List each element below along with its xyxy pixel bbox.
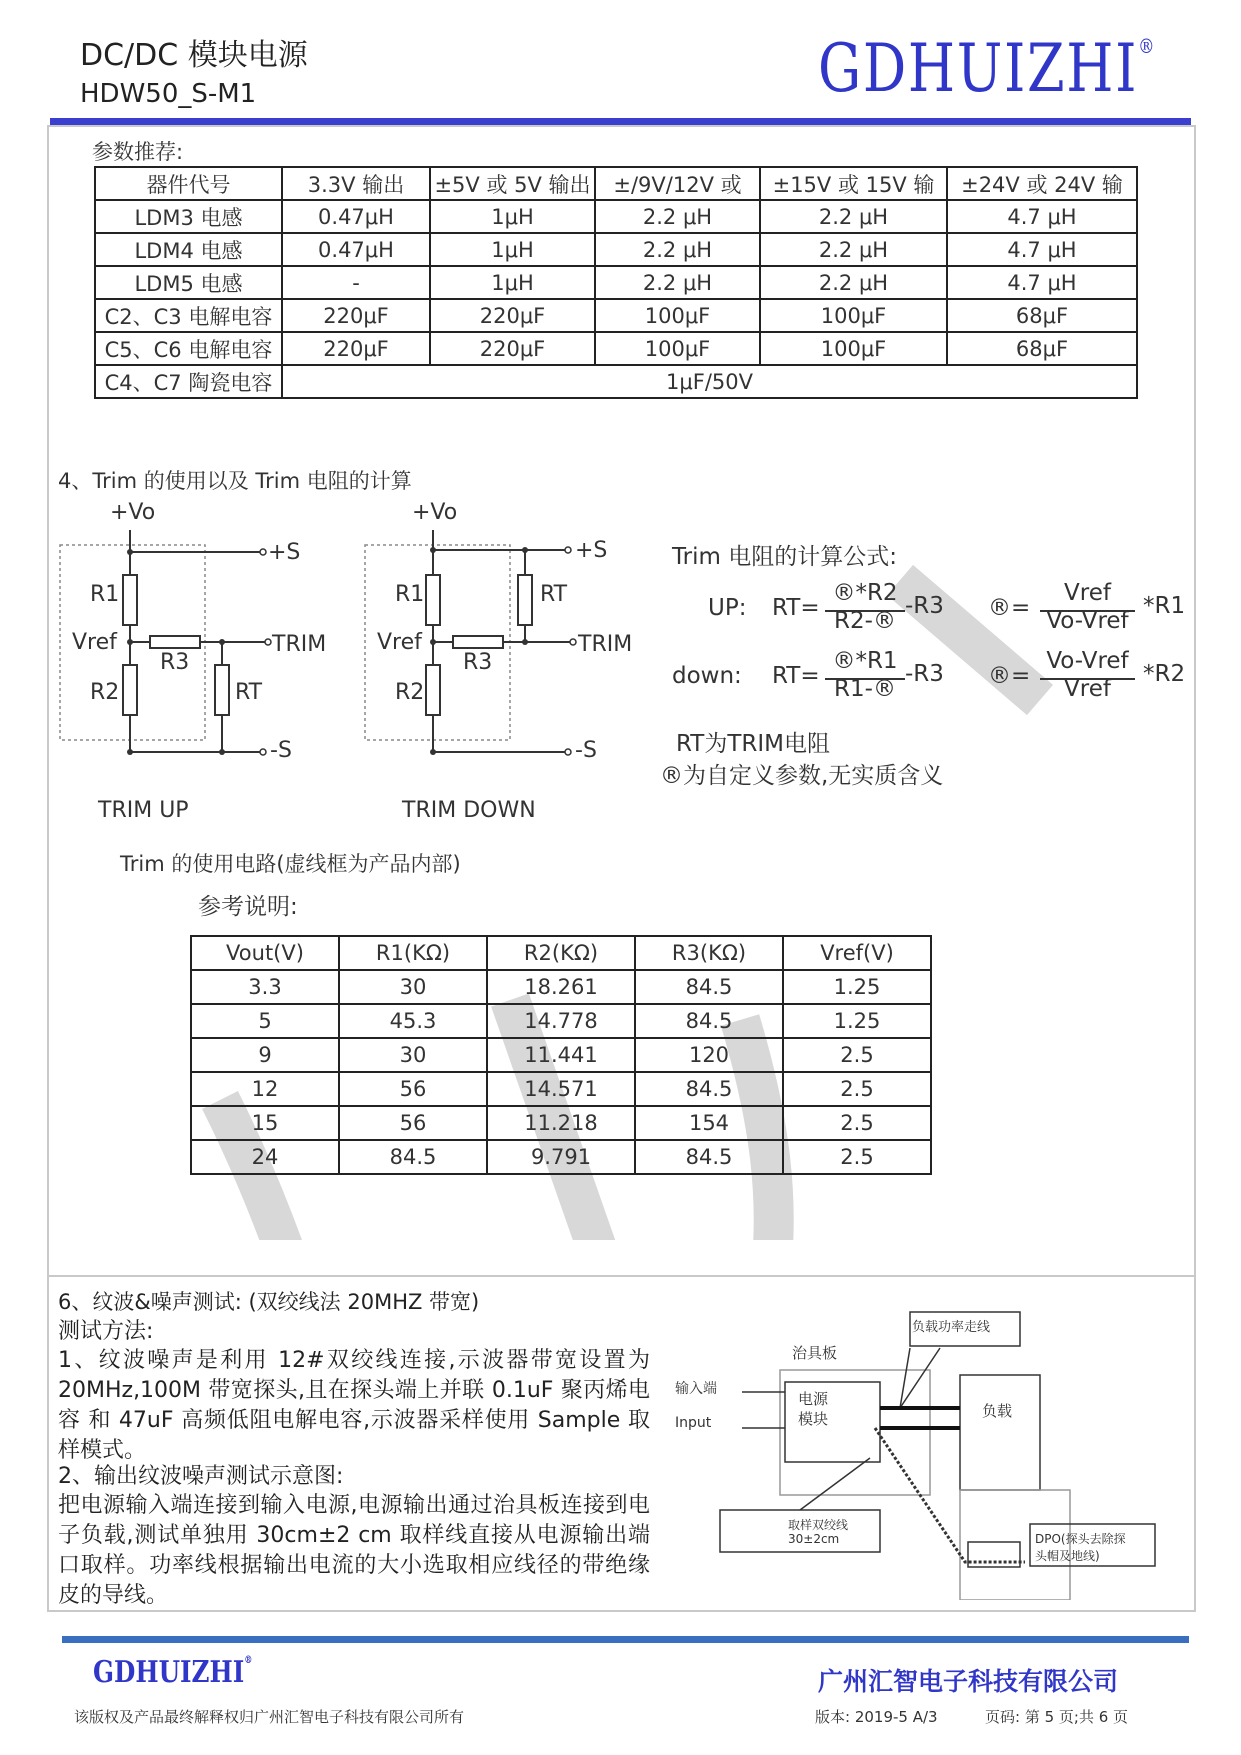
formula-up-rt-eq: RT=: [772, 595, 820, 621]
reference-header-cell: R3(KΩ): [635, 936, 783, 970]
section-divider: [47, 1275, 1196, 1277]
footer-page-number: 页码: 第 5 页;共 6 页: [985, 1708, 1129, 1726]
down-s-plus-label: +S: [575, 538, 608, 563]
table-cell: C4、C7 陶瓷电容: [95, 365, 282, 398]
table-cell: 220μF: [430, 332, 595, 365]
table-cell: 18.261: [487, 970, 635, 1004]
table-cell: 2.2 μH: [760, 233, 947, 266]
down-vref-label: Vref: [377, 630, 422, 655]
table-row: [95, 299, 1137, 332]
table-cell: 12: [191, 1072, 339, 1106]
table-cell: 68μF: [947, 299, 1137, 332]
table-cell: 68μF: [947, 332, 1137, 365]
table-cell: LDM4 电感: [95, 233, 282, 266]
table-cell: 84.5: [339, 1140, 487, 1174]
diagram-twisted-label-2: 30±2cm: [788, 1532, 840, 1546]
formula-down-minus-r3: -R3: [905, 661, 944, 687]
formula-up-numerator: ®*R2: [832, 580, 898, 606]
table-row: [95, 365, 1137, 398]
down-trim-label: TRIM: [578, 632, 633, 657]
brand-name: GDHUIZHI: [818, 30, 1139, 107]
circuit-caption: Trim 的使用电路(虚线框为产品内部): [120, 852, 461, 876]
formula-down-label: down:: [672, 663, 742, 689]
up-trim-label: TRIM: [272, 632, 327, 657]
table-cell: -: [282, 266, 430, 299]
table-row: [95, 266, 1137, 299]
table-cell: 0.47μH: [282, 200, 430, 233]
table-cell: 2.2 μH: [595, 233, 760, 266]
diagram-module-label-2: 模块: [798, 1410, 829, 1428]
table-cell: 14.778: [487, 1004, 635, 1038]
table-cell: 2.2 μH: [595, 266, 760, 299]
table-cell: 9: [191, 1038, 339, 1072]
table-cell: 15: [191, 1106, 339, 1140]
reference-header-cell: Vref(V): [783, 936, 931, 970]
params-header-cell: 3.3V 输出: [282, 167, 430, 200]
up-vref-label: Vref: [72, 630, 117, 655]
table-cell: 100μF: [760, 299, 947, 332]
table-cell: 24: [191, 1140, 339, 1174]
formula-down-numerator: ®*R1: [832, 648, 898, 674]
table-row: [191, 1004, 931, 1038]
table-row: [95, 332, 1137, 365]
down-r2-label: R2: [395, 680, 425, 705]
table-cell: C5、C6 电解电容: [95, 332, 282, 365]
table-cell: C2、C3 电解电容: [95, 299, 282, 332]
formula-up-denominator: R2-®: [834, 608, 896, 634]
up-s-minus-label: -S: [270, 738, 292, 763]
table-row: [191, 1038, 931, 1072]
table-cell: 11.441: [487, 1038, 635, 1072]
table-cell: 4.7 μH: [947, 266, 1137, 299]
table-row: [191, 970, 931, 1004]
table-row: [191, 1106, 931, 1140]
params-label: 参数推荐:: [92, 140, 184, 164]
trim-note-reg: ®为自定义参数,无实质含义: [660, 763, 944, 789]
table-cell: 2.2 μH: [595, 200, 760, 233]
table-row: [191, 1140, 931, 1174]
diagram-dpo-label-2: 头帽及地线): [1035, 1549, 1100, 1563]
table-cell: 11.218: [487, 1106, 635, 1140]
up-r2-label: R2: [90, 680, 120, 705]
ripple-paragraph-2: 把电源输入端连接到输入电源,电源输出通过治具板连接到电子负载,测试单独用 30cm±2 cm 取样线直接从电源输出端口取样。功率线根据输出电流的大小选取相应线径的带绝缘皮的导线。: [58, 1493, 650, 1608]
down-rt-label: RT: [540, 582, 568, 607]
params-header-row: [95, 167, 1137, 200]
table-cell: 84.5: [635, 970, 783, 1004]
up-vo-label: +Vo: [110, 500, 156, 525]
params-header-cell: ±5V 或 5V 输出: [430, 167, 595, 200]
brand-logo: [818, 30, 1156, 107]
header-model: HDW50_S-M1: [80, 79, 257, 109]
table-cell: 2.2 μH: [760, 200, 947, 233]
down-vo-label: +Vo: [412, 500, 458, 525]
down-s-minus-label: -S: [575, 738, 597, 763]
formula-down-reg-multiplier: *R2: [1143, 661, 1186, 687]
reference-header-row: [191, 936, 931, 970]
table-cell: 84.5: [635, 1072, 783, 1106]
reference-header-cell: Vout(V): [191, 936, 339, 970]
diagram-input-en-label: Input: [675, 1415, 712, 1431]
table-cell: 2.5: [783, 1038, 931, 1072]
formula-up-reg-eq: ®=: [988, 595, 1031, 621]
brand-registered-mark: ®: [1138, 34, 1157, 58]
up-s-plus-label: +S: [268, 540, 301, 565]
params-table: [94, 166, 1138, 399]
table-cell: 1μH: [430, 200, 595, 233]
header-title: DC/DC 模块电源: [80, 38, 308, 73]
diagram-input-cn-label: 输入端: [675, 1381, 717, 1397]
diagram-module-label-1: 电源: [798, 1390, 829, 1408]
params-header-cell: 器件代号: [95, 167, 282, 200]
table-cell: 30: [339, 970, 487, 1004]
table-cell: 100μF: [595, 332, 760, 365]
table-row: [95, 200, 1137, 233]
ripple-heading: 6、纹波&噪声测试: (双绞线法 20MHZ 带宽): [58, 1290, 480, 1314]
table-cell: 1μH: [430, 266, 595, 299]
formula-down-reg-eq: ®=: [988, 663, 1031, 689]
reference-label: 参考说明:: [198, 894, 298, 920]
table-cell: 56: [339, 1072, 487, 1106]
trim-up-caption: TRIM UP: [98, 798, 189, 823]
footer-version: 版本: 2019-5 A/3: [815, 1708, 938, 1726]
table-cell: 30: [339, 1038, 487, 1072]
footer-copyright: 该版权及产品最终解释权归广州汇智电子科技有限公司所有: [74, 1708, 465, 1726]
formula-up-reg-multiplier: *R1: [1143, 593, 1186, 619]
footer-brand-logo: [93, 1655, 252, 1690]
footer-brand-name: GDHUIZHI: [93, 1655, 245, 1690]
table-cell: 220μF: [282, 299, 430, 332]
reference-header-cell: R2(KΩ): [487, 936, 635, 970]
diagram-dpo-label-1: DPO(探头去除探: [1035, 1532, 1126, 1546]
up-rt-label: RT: [235, 680, 263, 705]
formula-down-denominator: R1-®: [834, 676, 896, 702]
diagram-fixture-label: 治具板: [792, 1344, 838, 1362]
table-cell: 56: [339, 1106, 487, 1140]
formula-up-minus-r3: -R3: [905, 593, 944, 619]
params-header-cell: ±24V 或 24V 输: [947, 167, 1137, 200]
down-r3-label: R3: [463, 650, 493, 675]
table-cell: 154: [635, 1106, 783, 1140]
table-cell: 220μF: [282, 332, 430, 365]
table-row: [191, 1072, 931, 1106]
diagram-load-label: 负载: [982, 1402, 1013, 1420]
header-rule: [50, 118, 1191, 125]
trim-note-rt: RT为TRIM电阻: [676, 731, 831, 757]
table-cell: 4.7 μH: [947, 233, 1137, 266]
reference-header-cell: R1(KΩ): [339, 936, 487, 970]
table-cell: 2.2 μH: [760, 266, 947, 299]
params-header-cell: ±/9V/12V 或: [595, 167, 760, 200]
table-cell: 120: [635, 1038, 783, 1072]
footer-brand-registered-mark: ®: [244, 1655, 253, 1666]
table-cell: 1μF/50V: [282, 365, 1137, 398]
table-cell: 0.47μH: [282, 233, 430, 266]
diagram-twisted-label-1: 取样双绞线: [788, 1518, 849, 1532]
table-cell: 84.5: [635, 1004, 783, 1038]
table-cell: 4.7 μH: [947, 200, 1137, 233]
table-cell: 220μF: [430, 299, 595, 332]
table-cell: 1.25: [783, 1004, 931, 1038]
table-cell: 2.5: [783, 1106, 931, 1140]
table-cell: 100μF: [595, 299, 760, 332]
table-cell: 1.25: [783, 970, 931, 1004]
table-cell: LDM5 电感: [95, 266, 282, 299]
reference-table: [190, 935, 932, 1175]
ripple-paragraph-2-title: 2、输出纹波噪声测试示意图:: [58, 1464, 344, 1489]
formula-down-reg-denominator: Vref: [1064, 676, 1111, 702]
down-r1-label: R1: [395, 582, 425, 607]
up-r1-label: R1: [90, 582, 120, 607]
params-header-cell: ±15V 或 15V 输: [760, 167, 947, 200]
table-cell: 5: [191, 1004, 339, 1038]
table-cell: 2.5: [783, 1140, 931, 1174]
trim-down-caption: TRIM DOWN: [402, 798, 536, 823]
diagram-load-line-label: 负载功率走线: [912, 1320, 991, 1335]
table-cell: 14.571: [487, 1072, 635, 1106]
footer-company: 广州汇智电子科技有限公司: [818, 1667, 1119, 1696]
table-cell: LDM3 电感: [95, 200, 282, 233]
trim-heading: 4、Trim 的使用以及 Trim 电阻的计算: [58, 469, 412, 493]
formula-down-reg-numerator: Vo-Vref: [1046, 648, 1129, 674]
table-cell: 45.3: [339, 1004, 487, 1038]
table-cell: 2.5: [783, 1072, 931, 1106]
formula-up-reg-numerator: Vref: [1064, 580, 1111, 606]
formula-up-reg-denominator: Vo-Vref: [1046, 608, 1129, 634]
formula-up-label: UP:: [708, 595, 747, 621]
footer-rule: [62, 1636, 1189, 1643]
table-row: [95, 233, 1137, 266]
ripple-method-label: 测试方法:: [58, 1319, 154, 1344]
ripple-paragraph-1: 1、纹波噪声是利用 12#双绞线连接,示波器带宽设置为 20MHz,100M 带宽探头,且在探头端上并联 0.1uF 聚丙烯电容 和 47uF 高频低阻电解电容,示波器采样使用 Sample 取样模式。: [58, 1348, 650, 1463]
formula-title: Trim 电阻的计算公式:: [672, 544, 897, 570]
table-cell: 3.3: [191, 970, 339, 1004]
up-r3-label: R3: [160, 650, 190, 675]
table-cell: 100μF: [760, 332, 947, 365]
formula-down-rt-eq: RT=: [772, 663, 820, 689]
table-cell: 84.5: [635, 1140, 783, 1174]
table-cell: 1μH: [430, 233, 595, 266]
table-cell: 9.791: [487, 1140, 635, 1174]
